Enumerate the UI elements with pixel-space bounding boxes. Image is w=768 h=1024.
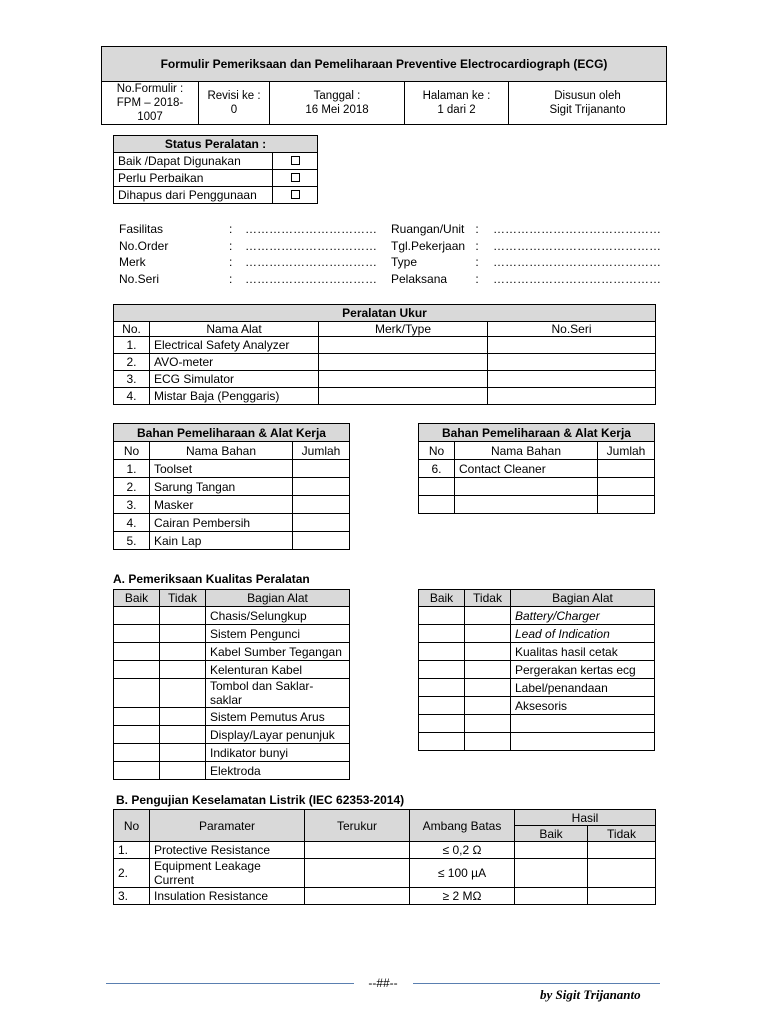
tidak-cell[interactable] <box>465 733 511 751</box>
row-terukur[interactable] <box>305 888 410 905</box>
row-nama-alat: AVO-meter <box>150 354 319 371</box>
bahan-table-right <box>418 423 655 514</box>
row-nama-bahan[interactable] <box>455 496 598 514</box>
info-row <box>391 221 661 238</box>
baik-cell[interactable] <box>419 679 465 697</box>
info-left <box>119 221 389 287</box>
footer-line-left <box>106 983 354 984</box>
col-header: No <box>114 442 150 460</box>
row-nama-bahan: Masker <box>150 496 293 514</box>
bagian-alat: Sistem Pengunci <box>206 625 350 643</box>
tidak-cell[interactable] <box>160 679 206 708</box>
footer-line-right <box>413 983 660 984</box>
col-header: No.Seri <box>488 322 656 337</box>
bagian-alat: Kabel Sumber Tegangan <box>206 643 350 661</box>
row-terukur[interactable] <box>305 859 410 888</box>
bagian-alat: Sistem Pemutus Arus <box>206 708 350 726</box>
row-no: 5. <box>114 532 150 550</box>
table-row <box>114 888 656 905</box>
table-row <box>419 715 655 733</box>
info-value[interactable]: …………………………… <box>245 271 377 286</box>
baik-cell[interactable] <box>114 744 160 762</box>
row-no: 2. <box>114 859 150 888</box>
info-right <box>391 221 661 287</box>
form-title: Formulir Pemeriksaan dan Pemeliharaan Preventive Electrocardiograph (ECG) <box>102 47 667 82</box>
info-row <box>119 254 389 271</box>
row-nama-bahan: Sarung Tangan <box>150 478 293 496</box>
baik-cell[interactable] <box>419 661 465 679</box>
row-no: 4. <box>114 514 150 532</box>
tidak-cell[interactable] <box>160 643 206 661</box>
row-jumlah[interactable] <box>598 496 655 514</box>
col-header: Jumlah <box>293 442 350 460</box>
kualitas-table-right <box>418 589 655 751</box>
table-row <box>419 478 655 496</box>
bagian-alat: Chasis/Selungkup <box>206 607 350 625</box>
status-table <box>113 135 318 204</box>
row-nama-bahan: Cairan Pembersih <box>150 514 293 532</box>
table-row <box>114 354 656 371</box>
baik-cell[interactable] <box>114 708 160 726</box>
col-header: Bagian Alat <box>206 590 350 607</box>
bahan-title: Bahan Pemeliharaan & Alat Kerja <box>419 424 655 442</box>
col-header: No <box>114 810 150 842</box>
baik-cell[interactable] <box>419 733 465 751</box>
row-nama-bahan[interactable] <box>455 478 598 496</box>
row-tidak[interactable] <box>588 859 656 888</box>
row-nama-bahan: Toolset <box>150 460 293 478</box>
col-header: Nama Bahan <box>150 442 293 460</box>
row-no[interactable] <box>419 496 455 514</box>
row-param: Protective Resistance <box>150 842 305 859</box>
col-header: Nama Bahan <box>455 442 598 460</box>
row-no: 4. <box>114 388 150 405</box>
row-nama-alat: ECG Simulator <box>150 371 319 388</box>
bagian-alat[interactable] <box>511 733 655 751</box>
info-row <box>391 254 661 271</box>
info-value[interactable]: …………………………… <box>245 238 377 253</box>
tidak-cell[interactable] <box>465 715 511 733</box>
row-merk[interactable] <box>319 371 488 388</box>
keselamatan-table <box>113 809 656 905</box>
status-item: Dihapus dari Penggunaan <box>114 187 273 204</box>
section-a-title: A. Pemeriksaan Kualitas Peralatan <box>113 572 310 586</box>
row-ambang: ≤ 0,2 Ω <box>410 842 515 859</box>
info-label: No.Order <box>119 238 169 253</box>
col-header: Jumlah <box>598 442 655 460</box>
row-jumlah[interactable] <box>293 514 350 532</box>
tidak-cell[interactable] <box>160 744 206 762</box>
tidak-cell[interactable] <box>465 661 511 679</box>
baik-cell[interactable] <box>114 643 160 661</box>
baik-cell[interactable] <box>419 697 465 715</box>
row-no: 1. <box>114 842 150 859</box>
info-sep: : <box>229 271 233 286</box>
tidak-cell[interactable] <box>160 726 206 744</box>
baik-cell[interactable] <box>114 661 160 679</box>
info-sep: : <box>475 271 479 286</box>
table-row <box>114 726 350 744</box>
info-value[interactable]: …………………………………… <box>493 271 661 286</box>
row-no: 1. <box>114 337 150 354</box>
bagian-alat: Elektroda <box>206 762 350 780</box>
col-header: Baik <box>419 590 465 607</box>
tidak-cell[interactable] <box>160 661 206 679</box>
info-row <box>119 271 389 288</box>
info-value[interactable]: …………………………… <box>245 255 377 269</box>
info-value[interactable]: …………………………………… <box>493 238 661 253</box>
row-no: 3. <box>114 888 150 905</box>
info-label: Ruangan/Unit <box>391 222 465 236</box>
row-param: Equipment Leakage Current <box>150 859 305 888</box>
table-row <box>114 625 350 643</box>
row-merk[interactable] <box>319 388 488 405</box>
row-nama-alat: Mistar Baja (Penggaris) <box>150 388 319 405</box>
tidak-cell[interactable] <box>160 762 206 780</box>
table-row <box>114 388 656 405</box>
baik-cell[interactable] <box>114 762 160 780</box>
bagian-alat: Tombol dan Saklar-saklar <box>206 679 350 708</box>
info-label: Fasilitas <box>119 222 164 236</box>
row-ambang: ≥ 2 MΩ <box>410 888 515 905</box>
row-no: 6. <box>419 460 455 478</box>
table-row <box>419 643 655 661</box>
kualitas-table-left <box>113 589 350 780</box>
row-tidak[interactable] <box>588 842 656 859</box>
header-tanggal: Tanggal : 16 Mei 2018 <box>270 82 405 125</box>
col-header: Hasil <box>515 810 656 826</box>
col-header: No <box>419 442 455 460</box>
row-no: 3. <box>114 371 150 388</box>
table-row <box>114 371 656 388</box>
baik-cell[interactable] <box>114 726 160 744</box>
bagian-alat: Kualitas hasil cetak <box>511 643 655 661</box>
row-jumlah[interactable] <box>293 460 350 478</box>
info-sep: : <box>475 255 479 269</box>
tidak-cell[interactable] <box>465 625 511 643</box>
checkbox-icon[interactable] <box>273 153 318 170</box>
info-row <box>119 221 389 238</box>
table-row <box>114 607 350 625</box>
row-jumlah[interactable] <box>598 460 655 478</box>
row-baik[interactable] <box>515 859 588 888</box>
table-row <box>419 697 655 715</box>
table-row <box>114 842 656 859</box>
baik-cell[interactable] <box>114 679 160 708</box>
table-row <box>114 744 350 762</box>
tidak-cell[interactable] <box>465 607 511 625</box>
row-jumlah[interactable] <box>293 478 350 496</box>
table-row <box>419 661 655 679</box>
tidak-cell[interactable] <box>160 625 206 643</box>
table-row <box>114 762 350 780</box>
info-row <box>119 238 389 255</box>
info-sep: : <box>229 238 233 253</box>
row-terukur[interactable] <box>305 842 410 859</box>
info-value[interactable]: …………………………… <box>245 222 377 236</box>
info-label: No.Seri <box>119 271 160 286</box>
table-row <box>114 643 350 661</box>
table-row <box>114 496 350 514</box>
tidak-cell[interactable] <box>160 708 206 726</box>
row-nama-bahan: Contact Cleaner <box>455 460 598 478</box>
table-row <box>114 859 656 888</box>
row-jumlah[interactable] <box>598 478 655 496</box>
row-seri[interactable] <box>488 388 656 405</box>
row-nama-alat: Electrical Safety Analyzer <box>150 337 319 354</box>
header-no-formulir: No.Formulir : FPM – 2018-1007 <box>102 82 199 125</box>
table-row <box>419 679 655 697</box>
baik-cell[interactable] <box>419 607 465 625</box>
row-no[interactable] <box>419 478 455 496</box>
info-value[interactable]: …………………………………… <box>493 222 661 236</box>
checkbox-icon[interactable] <box>273 170 318 187</box>
info-label: Merk <box>119 255 146 269</box>
footer-center: --##-- <box>368 976 398 990</box>
col-header: Tidak <box>160 590 206 607</box>
table-row <box>419 460 655 478</box>
bagian-alat: Kelenturan Kabel <box>206 661 350 679</box>
bagian-alat: Indikator bunyi <box>206 744 350 762</box>
row-seri[interactable] <box>488 371 656 388</box>
col-header: Baik <box>114 590 160 607</box>
table-row <box>114 460 350 478</box>
col-header: Baik <box>515 826 588 842</box>
bagian-alat: Battery/Charger <box>511 607 655 625</box>
baik-cell[interactable] <box>419 625 465 643</box>
row-no: 1. <box>114 460 150 478</box>
row-no: 3. <box>114 496 150 514</box>
bagian-alat[interactable] <box>511 715 655 733</box>
tidak-cell[interactable] <box>465 697 511 715</box>
col-header: Tidak <box>465 590 511 607</box>
col-header: Paramater <box>150 810 305 842</box>
row-seri[interactable] <box>488 354 656 371</box>
info-sep: : <box>229 255 233 269</box>
tidak-cell[interactable] <box>465 643 511 661</box>
row-seri[interactable] <box>488 337 656 354</box>
status-item: Perlu Perbaikan <box>114 170 273 187</box>
col-header: Ambang Batas <box>410 810 515 842</box>
table-row <box>419 625 655 643</box>
header-revisi: Revisi ke : 0 <box>199 82 270 125</box>
table-row <box>114 514 350 532</box>
baik-cell[interactable] <box>419 643 465 661</box>
col-header: Nama Alat <box>150 322 319 337</box>
form-header-table <box>101 46 667 125</box>
col-header: Tidak <box>588 826 656 842</box>
tidak-cell[interactable] <box>160 607 206 625</box>
info-label: Tgl.Pekerjaan <box>391 238 466 253</box>
bahan-table-left <box>113 423 350 550</box>
tidak-cell[interactable] <box>465 679 511 697</box>
info-value[interactable]: …………………………………… <box>493 255 661 269</box>
status-item: Baik /Dapat Digunakan <box>114 153 273 170</box>
row-no: 2. <box>114 354 150 371</box>
peralatan-ukur-table <box>113 304 656 405</box>
col-header: Terukur <box>305 810 410 842</box>
row-param: Insulation Resistance <box>150 888 305 905</box>
table-row <box>114 661 350 679</box>
info-sep: : <box>475 222 479 236</box>
status-title: Status Peralatan : <box>114 136 318 153</box>
info-row <box>391 238 661 255</box>
table-row <box>419 496 655 514</box>
row-tidak[interactable] <box>588 888 656 905</box>
bahan-title: Bahan Pemeliharaan & Alat Kerja <box>114 424 350 442</box>
info-row <box>391 271 661 288</box>
table-row <box>419 607 655 625</box>
bagian-alat: Lead of Indication <box>511 625 655 643</box>
info-sep: : <box>229 222 233 236</box>
row-nama-bahan: Kain Lap <box>150 532 293 550</box>
baik-cell[interactable] <box>114 625 160 643</box>
header-halaman: Halaman ke : 1 dari 2 <box>405 82 509 125</box>
col-header: No. <box>114 322 150 337</box>
header-disusun: Disusun oleh Sigit Trijananto <box>509 82 667 125</box>
table-row <box>419 733 655 751</box>
footer-author: by Sigit Trijananto <box>540 987 641 1002</box>
row-jumlah[interactable] <box>293 496 350 514</box>
col-header: Merk/Type <box>319 322 488 337</box>
bagian-alat: Aksesoris <box>511 697 655 715</box>
info-label: Type <box>391 255 418 269</box>
table-row <box>114 708 350 726</box>
row-merk[interactable] <box>319 354 488 371</box>
table-row <box>114 337 656 354</box>
peralatan-ukur-title: Peralatan Ukur <box>114 305 656 322</box>
bagian-alat: Display/Layar penunjuk <box>206 726 350 744</box>
row-baik[interactable] <box>515 888 588 905</box>
bagian-alat: Pergerakan kertas ecg <box>511 661 655 679</box>
col-header: Bagian Alat <box>511 590 655 607</box>
info-sep: : <box>475 238 479 253</box>
checkbox-icon[interactable] <box>273 187 318 204</box>
table-row <box>114 532 350 550</box>
row-baik[interactable] <box>515 842 588 859</box>
row-merk[interactable] <box>319 337 488 354</box>
baik-cell[interactable] <box>114 607 160 625</box>
baik-cell[interactable] <box>419 715 465 733</box>
bagian-alat: Label/penandaan <box>511 679 655 697</box>
info-label: Pelaksana <box>391 271 448 286</box>
section-b-title: B. Pengujian Keselamatan Listrik (IEC 62353-2014) <box>116 793 405 807</box>
table-row <box>114 478 350 496</box>
row-ambang: ≤ 100 µA <box>410 859 515 888</box>
row-no: 2. <box>114 478 150 496</box>
row-jumlah[interactable] <box>293 532 350 550</box>
table-row <box>114 679 350 708</box>
